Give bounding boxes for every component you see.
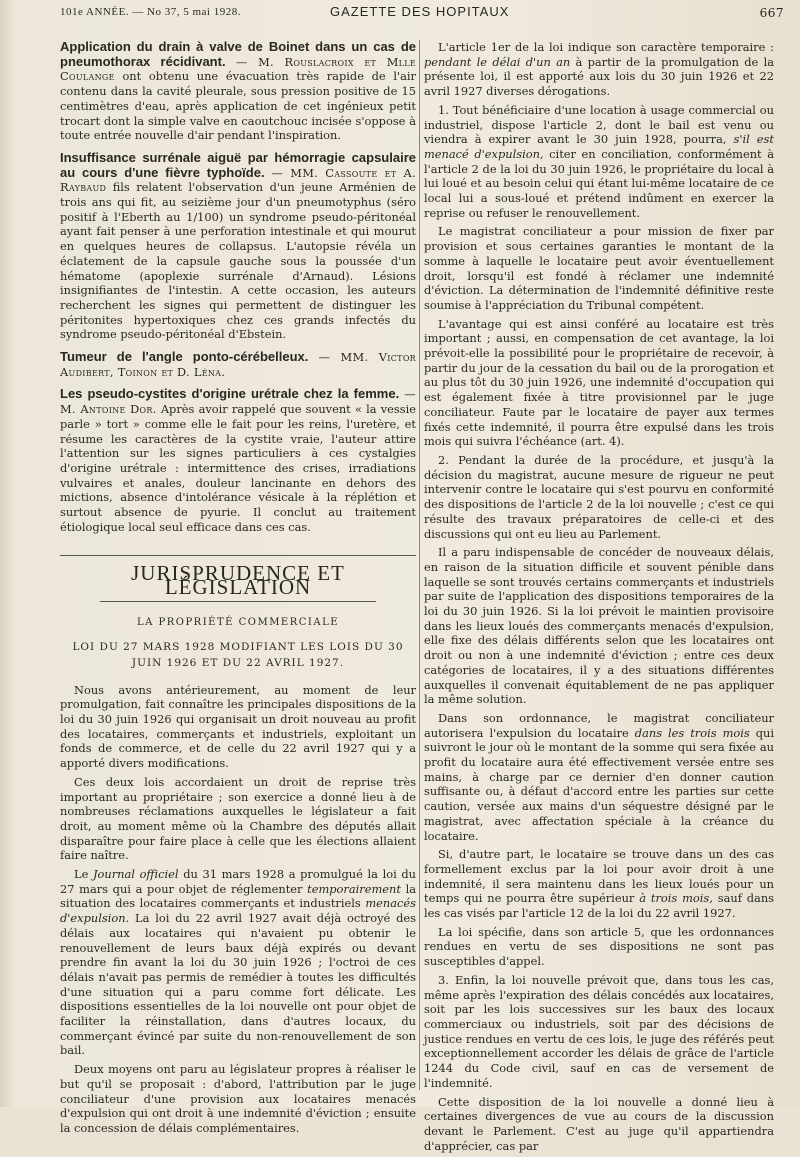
text-run: 1. Tout bénéficiaire d'une location à usage commercial ou industriel, dispose l'article 2, dont le bail est venu ou viendra à expirer avant le 30 juin 1928, pourra, — [424, 102, 774, 147]
text-run: citer en conciliation, conformément à l'article 2 de la loi du 30 juin 1926, le propriétaire du local à lui loué et au besoin celui qui étant lui-même locataire de ce local lui a sous-loué et prétend indûment en exercer la reprise ou refuser le renouvellement. — [424, 146, 775, 220]
article-text: Après avoir rappelé que souvent « la vessie parle » tort » comme elle le fait pour les reins, l'uretère, et résume les caractères de la cystite vraie, l'auteur attire l'attention sur les signes particuliers à ces cystalgies d'origine urétrale : intermittence des crises, irradiations vulvaires et anales, douleur lancinante en dehors des mictions, absence d'intolérance vésicale à la réplétion et surtout absence de pyurie. Il conclut au traitement étiologique local seul efficace dans ces cas. — [60, 402, 416, 534]
paragraph — [424, 711, 774, 843]
section-title: JURISPRUDENCE ET LÉGISLATION — [60, 555, 416, 595]
article-authors: — MM. Victor Audibert, Toinon et D. Léna. — [60, 350, 416, 379]
article-title: Application du drain à valve de Boinet dans un cas de pneumothorax récidivant. — [60, 39, 416, 69]
emphasis: à trois mois, — [639, 891, 713, 906]
paragraph: Nous avons antérieurement, au moment de leur promulgation, fait connaître les principales dispositions de la loi du 30 juin 1926 qui organisait un droit nouveau au profit des locataires, commerçants et industriels, exploitant un fonds de commerce, et de celle du 22 avril 1927 qui y a apporté divers modifications. — [60, 682, 416, 771]
law-title: LOI DU 27 MARS 1928 MODIFIANT LES LOIS DU 30 JUIN 1926 ET DU 22 AVRIL 1927. — [72, 640, 404, 669]
article-title: Tumeur de l'angle ponto-cérébelleux. — [60, 349, 309, 365]
paragraph — [424, 847, 774, 921]
column-divider — [419, 40, 420, 1090]
issue-info: 101e ANNÉE. — No 37, 5 mai 1928. — [60, 6, 241, 18]
emphasis: dans les trois mois — [634, 725, 750, 740]
paragraph — [424, 40, 774, 99]
text-run: à partir de la promulgation de la présente loi, il est apporté aux lois du 30 juin 1926 et 22 avril 1927 diverses dérogations. — [424, 54, 775, 99]
text-run: qui suivront le jour où le montant de la somme qui sera fixée au profit du locataire aura été effectivement versée entre ses mains, à charge par ce dernier d'en donner caution suffisante ou, à défaut d'accord entre les parties sur cette caution, versée aux mains d'un séquestre désigné par le magistrat, avec affectation spéciale à la créance du locataire. — [424, 725, 774, 843]
article-surrenale — [60, 151, 416, 342]
article-authors: — M. Rouslacroix et Mlle Coulange — [60, 54, 417, 84]
emphasis: pendant le délai d'un an — [424, 54, 571, 69]
section-rule — [100, 601, 376, 602]
text-run: L'article 1er de la loi indique son caractère temporaire : — [438, 40, 774, 54]
paragraph — [60, 867, 416, 1058]
text-run: La loi du 22 avril 1927 avait déjà octroyé des délais aux locataires qui n'avaient pu obtenir le renouvellement de leurs baux déjà expirés ou devant prendre fin avant la loi du 30 juin 1926 ; l'octroi de ces délais n'avait pas permis de remédier à toutes les difficultés d'une situation qui a paru comme fort délicate. Les dispositions essentielles de la loi nouvelle ont pour objet de faciliter la réinstallation, dans d'autres locaux, du commerçant évincé par suite du non-renouvellement de son bail. — [60, 911, 417, 1058]
article-authors: — M. Antoine Dor. — [60, 387, 416, 417]
emphasis: temporairement — [307, 881, 401, 896]
page-number: 667 — [759, 6, 784, 20]
paragraph: La loi spécifie, dans son article 5, que les ordonnances rendues en vertu de ses dispositions ne sont pas susceptibles d'appel. — [424, 924, 774, 969]
article-title: Insuffisance surrénale aiguë par hémorragie capsulaire au cours d'une fièvre typhoïde. — [60, 149, 416, 180]
article-boinet — [60, 40, 416, 143]
article-title: Les pseudo-cystites d'origine urétrale chez la femme. — [60, 386, 400, 402]
paragraph: Le magistrat conciliateur a pour mission de fixer par provision et sous certaines garanties le montant de la somme à laquelle le locataire peut avoir éventuellement droit, lorsqu'il est fondé à réclamer une indemnité d'éviction. La détermination de l'indemnité définitive reste soumise à l'appréciation du Tribunal compétent. — [424, 224, 774, 312]
text-run: sauf dans les cas visés par l'article 12 de la loi du 22 avril 1927. — [424, 891, 775, 921]
text-run: Si, d'autre part, le locataire se trouve dans un des cas formellement exclus par la loi pour avoir droit à une indemnité, il sera maintenu dans les lieux loués pour un temps qui ne pourra être supérieur — [424, 847, 774, 906]
page-header — [60, 4, 790, 26]
paragraph: Il a paru indispensable de concéder de nouveaux délais, en raison de la situation difficile et souvent pénible dans laquelle se sont trouvés certains commerçants et industriels par suite de l'application des dispositions temporaires de la loi du 30 juin 1926. Si la loi prévoit le maintien provisoire dans les lieux loués des commerçants menacés d'expulsion, elle fixe des délais différents selon que les locataires ont droit ou non à une indemnité d'éviction ; entre ces deux catégories de locataires, il y a des situations différentes auxquelles il convenait équitablement de ne pas appliquer la même solution. — [424, 545, 774, 707]
text-run: la situation des locataires commerçants et industriels — [60, 881, 417, 911]
paragraph: 2. Pendant la durée de la procédure, et jusqu'à la décision du magistrat, aucune mesure de rigueur ne peut intervenir contre le locataire qui s'est pourvu en conformité des dispositions de l'article 2 de la loi nouvelle ; c'est ce qui résulte des travaux préparatoires de celle-ci et des discussions qui ont eu lieu au Parlement. — [424, 452, 774, 541]
paragraph: L'avantage qui est ainsi conféré au locataire est très important ; aussi, en compensation de cet avantage, la loi prévoit-elle la possibilité pour le propriétaire de recevoir, à partir du jour de la cessation du bail ou de la prorogation et au plus tôt du 30 juin 1926, une indemnité d'occupation qui est également fixée à titre provisionnel par le juge conciliateur. Faute par le locataire de payer aux termes fixés cette indemnité, il pourra être expulsé dans les trois mois qui suivra l'échéance (art. 4). — [424, 316, 774, 449]
emphasis: s'il est menacé d'expulsion, — [424, 132, 774, 161]
article-authors: — MM. Cassoute et A. Raybaud — [60, 165, 416, 195]
paragraph: Cette disposition de la loi nouvelle a donné lieu à certaines divergences de vue au cours de la discussion devant le Parlement. C'est au juge qu'il appartiendra d'apprécier, cas par — [424, 1094, 774, 1153]
paragraph — [424, 103, 774, 221]
paragraph: 3. Enfin, la loi nouvelle prévoit que, dans tous les cas, même après l'expiration des délais concédés aux locataires, soit par les lois successives sur les baux des locaux commerciaux ou industriels, soit par des décisions de justice rendues en vertu de ces lois, le juge des référés peut exceptionnellement accorder les délais de grâce de l'article 1244 du Code civil, sauf en cas de versement de l'indemnité. — [424, 972, 774, 1090]
journal-title: GAZETTE DES HOPITAUX — [330, 4, 510, 19]
emphasis: menacés d'expulsion. — [60, 896, 416, 926]
text-run: Le — [74, 867, 89, 882]
article-pseudo-cystites — [60, 387, 416, 534]
article-text: ont obtenu une évacuation très rapide de l'air contenu dans la cavité pleurale, sous pression positive de 15 centimètres d'eau, après application de cet ingénieux petit trocart dont la simple valve en caoutchouc incisée s'oppose à toute entrée nouvelle d'air pendant l'inspiration. — [60, 69, 417, 143]
article-tumeur — [60, 350, 416, 379]
paragraph: Ces deux lois accordaient un droit de reprise très important au propriétaire ; son exercice a donné lieu à de nombreuses réclamations auxquelles le législateur a fait droit, au moment même où la Chambre des députés allait disparaître pour faire place à celle que les élections allaient faire naître. — [60, 774, 416, 863]
article-text: fils relatent l'observation d'un jeune Arménien de trois ans qui fit, au seizième jour d'un pneumotyphus (séro positif à l'Eberth au 1/100) un syndrome pseudo-péritonéal ayant fait penser à une perforation intestinale et qui mourut en quelques heures de collapsus. L'autopsie révéla un éclatement de la capsule gauche sous la poussée d'un hématome (apoplexie surrénale d'Arnaud). Lésions insignifiantes de l'intestin. A cette occasion, les auteurs recherchent les signes qui permettent de distinguer les péritonites hypertoxiques chez ces grands infectés du syndrome pseudo-péritonéal d'Ebstein. — [60, 180, 416, 342]
left-column — [60, 40, 416, 1140]
emphasis: Journal officiel — [92, 867, 179, 882]
text-run: du 31 mars 1928 a promulgué la loi du 27 mars qui a pour objet de réglementer — [60, 867, 416, 896]
right-column — [424, 40, 774, 1157]
paragraph: Deux moyens ont paru au législateur propres à réaliser le but qu'il se proposait : d'abord, l'attribution par le juge conciliateur d'une provision aux locataires menacés d'expulsion qui ont droit à une indemnité d'éviction ; ensuite la concession de délais complémentaires. — [60, 1062, 416, 1135]
text-run: Dans son ordonnance, le magistrat conciliateur autorisera l'expulsion du locataire — [424, 710, 774, 740]
subsection-title: LA PROPRIÉTÉ COMMERCIALE — [136, 616, 340, 628]
